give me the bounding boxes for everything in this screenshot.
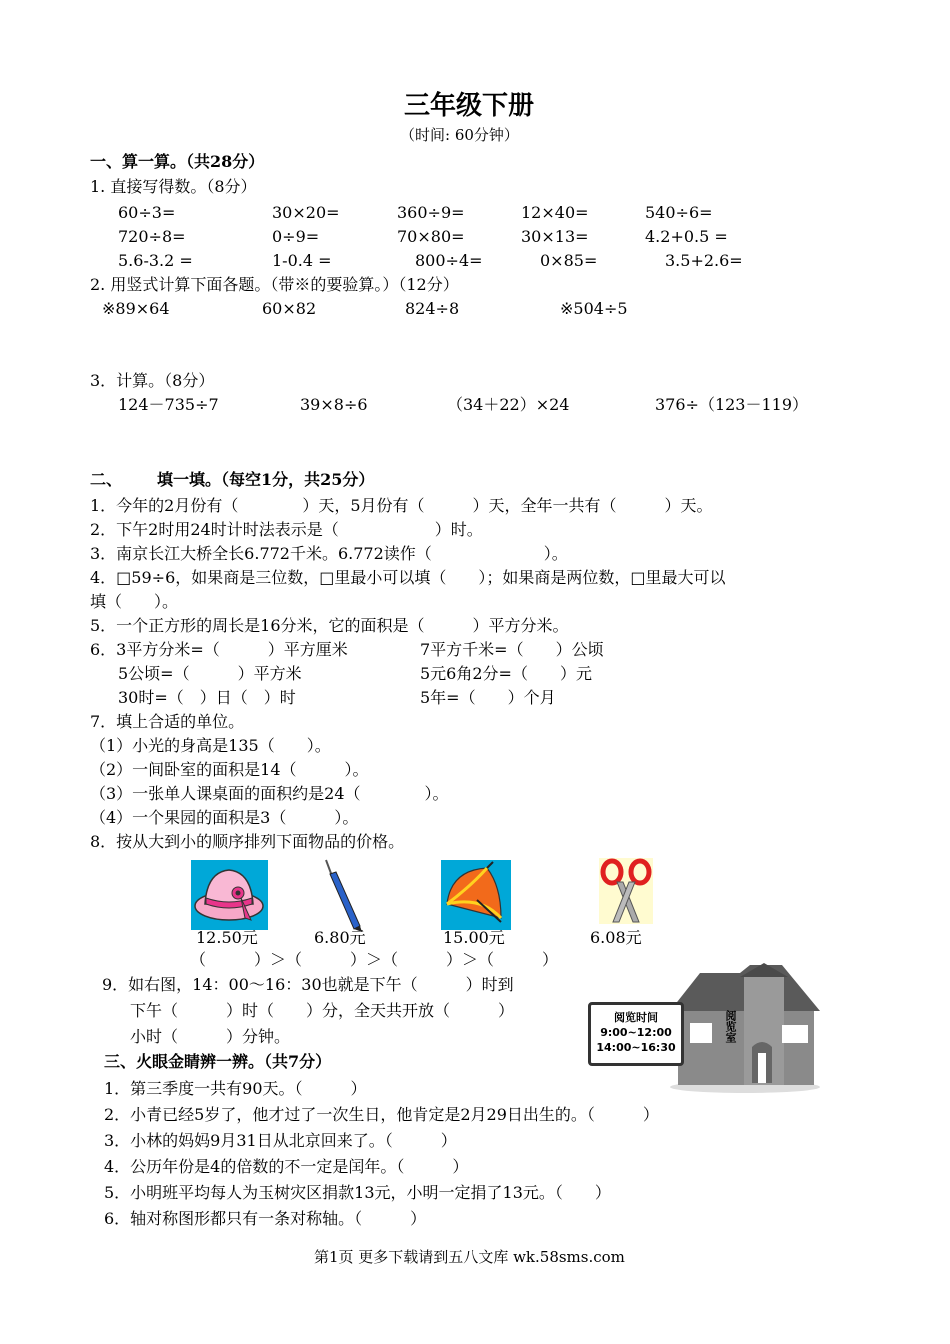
unit-conversion: 5年=（ ）个月	[420, 688, 556, 707]
calc-item: 4.2+0.5 =	[645, 227, 728, 246]
calc-item: 800÷4=	[415, 251, 483, 270]
calc-item: 0×85=	[540, 251, 598, 270]
calc-item: 360÷9=	[397, 203, 465, 222]
calc-item: 0÷9=	[272, 227, 320, 246]
vertical-calc-item: ※504÷5	[560, 299, 628, 318]
fill-line: 6．3平方分米=（ ）平方厘米	[90, 640, 348, 659]
judge-line: 3．小林的妈妈9月31日从北京回来了。（ ）	[104, 1131, 457, 1150]
price-label: 15.00元	[443, 928, 505, 947]
calc-item: 30×13=	[521, 227, 589, 246]
opening-hours-sign	[588, 1002, 684, 1066]
fill-line: 7．填上合适的单位。	[90, 712, 245, 731]
q9-line: 下午（ ）时（ ）分，全天共开放（ ）	[130, 1001, 515, 1020]
fill-line: 3．南京长江大桥全长6.772千米。6.772读作（ ）。	[90, 544, 568, 563]
pen-icon	[322, 858, 364, 933]
calc-item: 70×80=	[397, 227, 465, 246]
section-1-heading: 一、算一算。（共28分）	[90, 152, 265, 171]
library-building-icon	[660, 963, 822, 1093]
q9-line: 小时（ ）分钟。	[130, 1027, 291, 1046]
page-footer: 第1页 更多下载请到五八文库 wk.58sms.com	[314, 1248, 625, 1266]
calc-item: 540÷6=	[645, 203, 713, 222]
fill-line: 4．□59÷6，如果商是三位数，□里最小可以填（ ）；如果商是两位数，□里最大可以	[90, 568, 726, 587]
price-label: 6.80元	[314, 928, 366, 947]
calc-item: 12×40=	[521, 203, 589, 222]
mixed-calc-item: （34＋22）×24	[447, 395, 570, 414]
vertical-calc-item: 60×82	[262, 299, 317, 318]
q2-label: 2. 用竖式计算下面各题。（带※的要验算。）（12分）	[90, 275, 459, 294]
calc-item: 30×20=	[272, 203, 340, 222]
q3-label: 3．计算。（8分）	[90, 371, 215, 390]
vertical-calc-item: ※89×64	[102, 299, 170, 318]
sign-title: 阅览时间	[614, 1011, 658, 1024]
judge-line: 6．轴对称图形都只有一条对称轴。（ ）	[104, 1209, 427, 1228]
page-title: 三年级下册	[404, 91, 535, 121]
fill-line: （2）一间卧室的面积是14（ ）。	[90, 760, 369, 779]
calc-item: 5.6-3.2 =	[118, 251, 193, 270]
fill-line: 填（ ）。	[90, 592, 179, 611]
calc-item: 720÷8=	[118, 227, 186, 246]
fill-line: （1）小光的身高是135（ ）。	[90, 736, 331, 755]
mixed-calc-item: 39×8÷6	[300, 395, 368, 414]
price-label: 12.50元	[196, 928, 258, 947]
unit-conversion: 30时=（ ）日（ ）时	[118, 688, 296, 707]
sign-afternoon-hours: 14:00~16:30	[596, 1041, 676, 1054]
vertical-calc-item: 824÷8	[405, 299, 460, 318]
mixed-calc-item: 376÷（123－119）	[655, 395, 809, 414]
page-subtitle: （时间: 60分钟）	[400, 126, 519, 144]
price-order-blanks: （ ）＞（ ）＞（ ）＞（ ）	[190, 950, 559, 969]
umbrella-icon	[441, 860, 511, 930]
calc-item: 3.5+2.6=	[665, 251, 743, 270]
section-2-number: 二、	[90, 470, 123, 489]
sign-morning-hours: 9:00~12:00	[600, 1026, 672, 1039]
fill-line: 5．一个正方形的周长是16分米，它的面积是（ ）平方分米。	[90, 616, 569, 635]
section-2-heading: 填一填。（每空1分，共25分）	[157, 470, 375, 489]
unit-conversion: 5公顷=（ ）平方米	[118, 664, 302, 683]
fill-line: 2．下午2时用24时计时法表示是（ ）时。	[90, 520, 483, 539]
judge-line: 2．小青已经5岁了，他才过了一次生日，他肯定是2月29日出生的。（ ）	[104, 1105, 659, 1124]
judge-line: 4．公历年份是4的倍数的不一定是闰年。（ ）	[104, 1157, 469, 1176]
building-sign-label: 阅览室	[724, 1010, 737, 1043]
section-3-heading: 三、火眼金睛辨一辨。（共7分）	[104, 1052, 332, 1071]
fill-line: （3）一张单人课桌面的面积约是24（ ）。	[90, 784, 449, 803]
fill-line: 8．按从大到小的顺序排列下面物品的价格。	[90, 832, 405, 851]
fill-line: 1．今年的2月份有（ ）天，5月份有（ ）天，全年一共有（ ）天。	[90, 496, 713, 515]
price-label: 6.08元	[590, 928, 642, 947]
scissors-icon	[599, 858, 653, 924]
fill-line: （4）一个果园的面积是3（ ）。	[90, 808, 359, 827]
judge-line: 1．第三季度一共有90天。（ ）	[104, 1079, 367, 1098]
q9-line: 9．如右图，14：00～16：30也就是下午（ ）时到	[102, 975, 514, 994]
calc-item: 60÷3=	[118, 203, 176, 222]
judge-line: 5．小明班平均每人为玉树灾区捐款13元，小明一定捐了13元。（ ）	[104, 1183, 611, 1202]
hat-icon	[191, 860, 268, 930]
unit-conversion: 5元6角2分=（ ）元	[420, 664, 592, 683]
calc-item: 1-0.4 =	[272, 251, 332, 270]
q1-label: 1. 直接写得数。（8分）	[90, 177, 257, 196]
unit-conversion: 7平方千米=（ ）公顷	[420, 640, 604, 659]
mixed-calc-item: 124－735÷7	[118, 395, 219, 414]
